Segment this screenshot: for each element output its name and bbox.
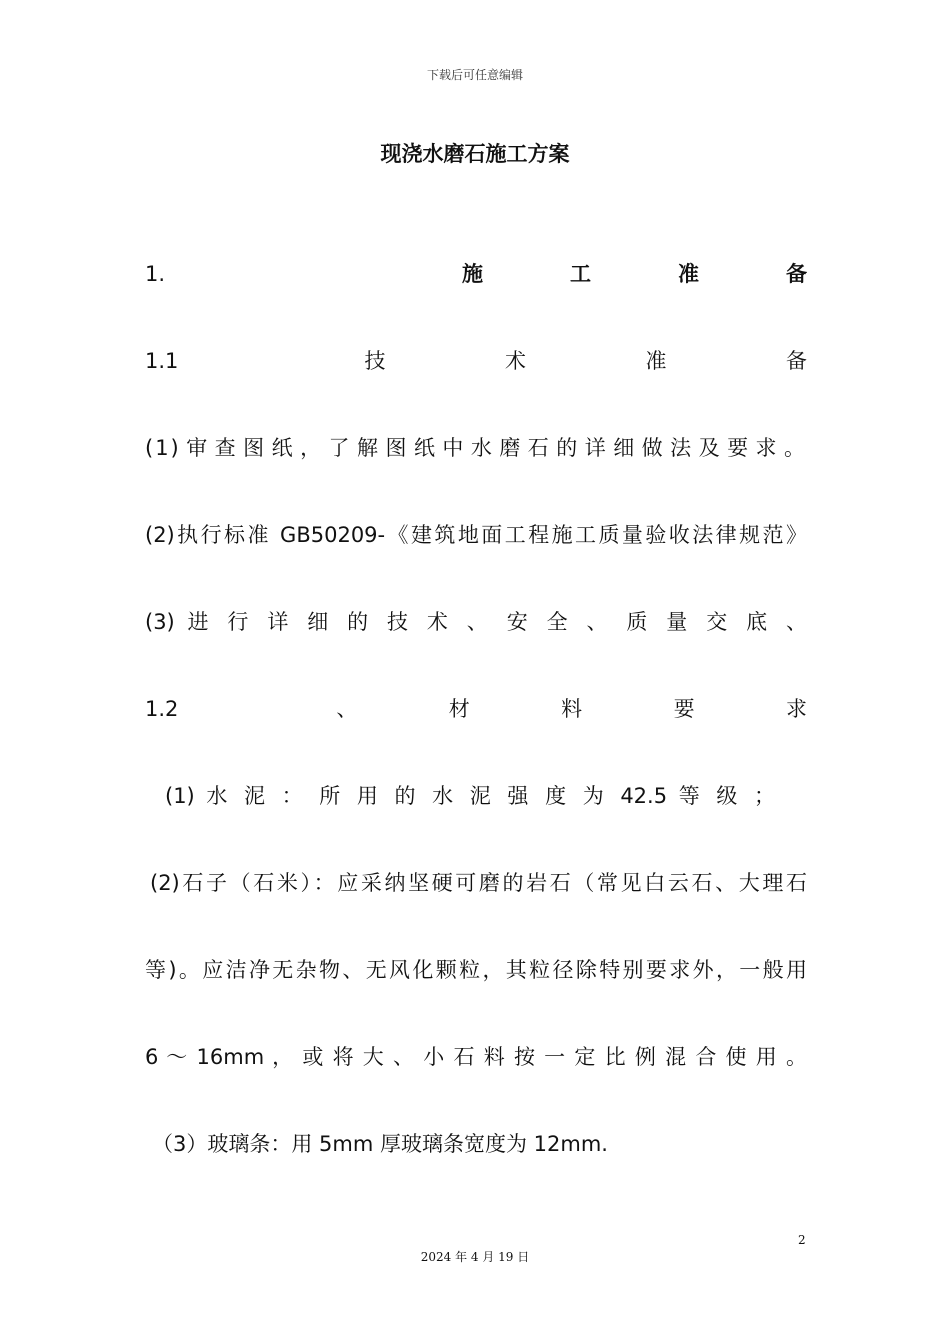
paragraph-item-2: (2)执行标准 GB50209-《建筑地面工程施工质量验收法律规范》: [145, 523, 807, 547]
paragraph-item-3: (3) 进 行 详 细 的 技 术 、 安 全 、 质 量 交 底 、: [145, 610, 807, 634]
material-item-1: (1) 水 泥 ： 所 用 的 水 泥 强 度 为 42.5 等 级 ；: [165, 784, 775, 808]
heading-char: 术: [505, 349, 526, 373]
page-number: 2: [798, 1233, 806, 1247]
material-item-2-line-3: 6 ～ 16mm ， 或 将 大 、 小 石 料 按 一 定 比 例 混 合 使 用 。: [145, 1045, 807, 1069]
document-title: 现浇水磨石施工方案: [380, 142, 570, 166]
heading-char: 备: [786, 262, 807, 286]
heading-char: 求: [785, 697, 807, 721]
paragraph-item-1: (1)审查图纸，了解图纸中水磨石的详细做法及要求。: [145, 436, 807, 460]
section-heading-1: [145, 260, 807, 288]
section-number: 1.: [145, 262, 166, 286]
heading-char: 、: [336, 697, 358, 721]
material-item-2-line-1: (2)石子（石米）：应采纳坚硬可磨的岩石（常见白云石、大理石: [150, 871, 807, 895]
footer-date: 2024 年 4 月 19 日: [420, 1250, 530, 1264]
heading-char: 工: [570, 262, 591, 286]
material-item-3: （3）玻璃条：用 5mm 厚玻璃条宽度为 12mm.: [152, 1132, 608, 1156]
section-number: 1.2: [145, 697, 179, 721]
heading-char: 料: [561, 697, 583, 721]
material-item-2-line-2: 等)。应洁净无杂物、无风化颗粒，其粒径除特别要求外，一般用: [145, 958, 807, 982]
heading-char: 技: [364, 349, 386, 373]
section-number: 1.1: [145, 349, 179, 373]
section-heading-1-1: [145, 347, 807, 375]
section-heading-1-2: [145, 695, 807, 723]
heading-char: 准: [678, 262, 699, 286]
heading-char: 准: [645, 349, 667, 373]
heading-char: 材: [448, 697, 470, 721]
heading-char: 施: [462, 262, 483, 286]
heading-char: 备: [786, 349, 807, 373]
heading-char: 要: [673, 697, 695, 721]
header-note: 下载后可任意编辑: [426, 68, 523, 82]
